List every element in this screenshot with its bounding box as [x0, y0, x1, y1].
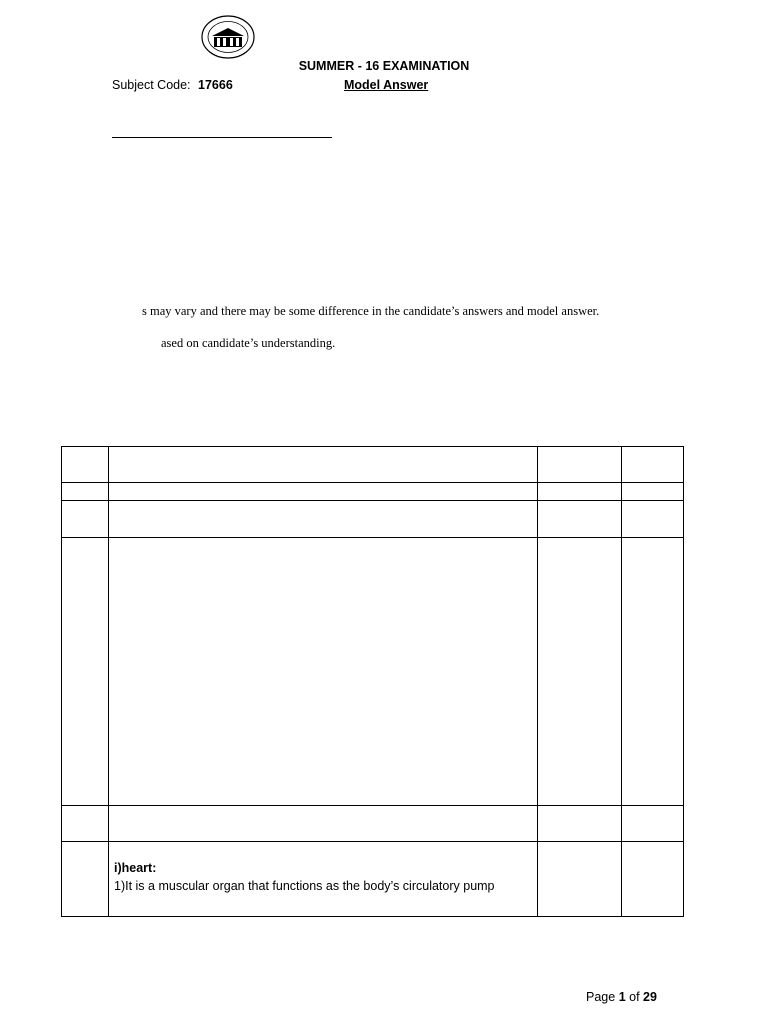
table-border-bottom — [61, 916, 684, 917]
table-column-divider — [537, 446, 538, 917]
instruction-note-2: ased on candidate’s understanding. — [161, 336, 336, 350]
table-border-left — [61, 446, 62, 917]
table-row-divider — [61, 841, 684, 842]
page-number — [586, 990, 657, 1004]
answer-cell — [114, 859, 495, 895]
divider-line — [112, 137, 332, 138]
answer-table — [61, 446, 684, 917]
table-border-right — [683, 446, 684, 917]
subject-code-label: Subject Code: — [112, 78, 191, 92]
page-total: 29 — [643, 990, 657, 1004]
subject-code-value: 17666 — [198, 78, 233, 92]
table-row-divider — [61, 482, 684, 483]
subject-code-line — [112, 78, 233, 92]
table-column-divider — [621, 446, 622, 917]
table-border-top — [61, 446, 684, 447]
model-answer-heading: Model Answer — [344, 78, 429, 92]
instruction-note-1: s may vary and there may be some difference in the candidate’s answers and model answer. — [142, 304, 600, 318]
institution-logo — [200, 14, 256, 60]
page-word: Page — [586, 990, 616, 1004]
page-current: 1 — [618, 990, 626, 1004]
answer-heading: i)heart: — [114, 861, 157, 875]
table-row-divider — [61, 500, 684, 501]
answer-line: 1)It is a muscular organ that functions as the body’s circulatory pump — [114, 879, 495, 893]
table-row-divider — [61, 537, 684, 538]
of-word: of — [629, 990, 640, 1004]
exam-title: SUMMER - 16 EXAMINATION — [298, 59, 470, 73]
table-column-divider — [108, 446, 109, 917]
table-row-divider — [61, 805, 684, 806]
